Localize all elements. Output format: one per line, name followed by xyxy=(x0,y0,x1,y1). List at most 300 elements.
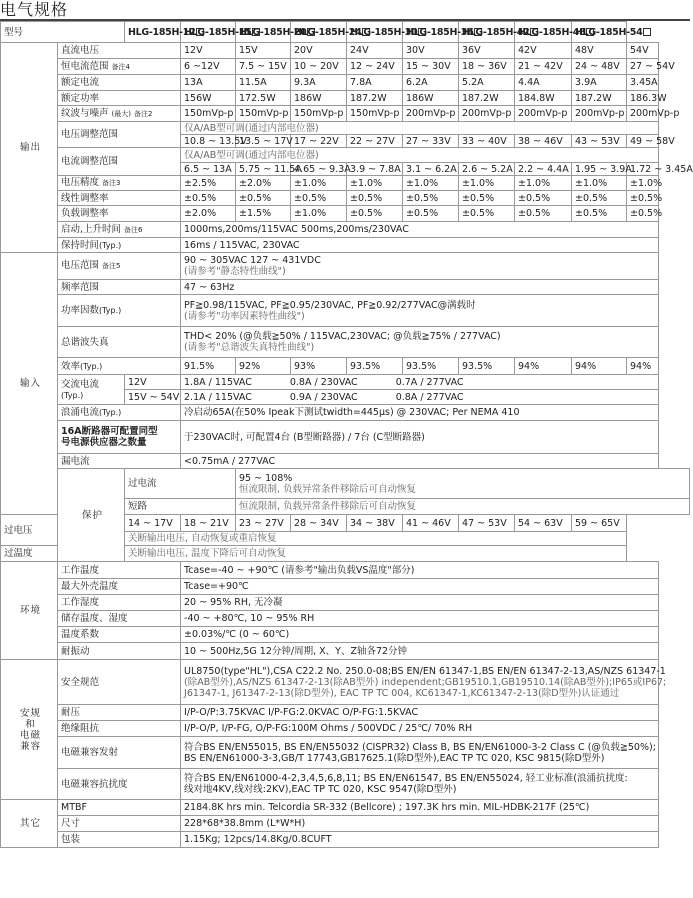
row-label: 电流调整范围 xyxy=(61,156,119,167)
model-name: HLG-185H-36 xyxy=(406,26,474,38)
value-cell xyxy=(627,106,680,122)
coeff-text: ±0.03%/℃ (0 ~ 60℃) xyxy=(184,629,290,640)
value-text: 10.8 ~ 13.5V xyxy=(184,135,247,147)
typ-marker: (Typ.) xyxy=(61,390,84,400)
value-cell xyxy=(291,135,347,148)
value-text: ±2.0% xyxy=(184,208,217,219)
row-eff xyxy=(1,358,690,375)
value-cell xyxy=(181,43,236,59)
value-cell xyxy=(291,191,347,206)
value-text: 27 ~ 54V xyxy=(630,61,675,72)
value-text: 15V xyxy=(239,45,258,56)
value-cell xyxy=(403,515,459,532)
value-text: 10 ~ 20V xyxy=(294,61,339,72)
value-cell xyxy=(403,59,459,75)
value-cell xyxy=(459,59,515,75)
value-text: 3.1 ~ 6.2A xyxy=(406,163,457,175)
value-cell xyxy=(291,91,347,106)
value-cell xyxy=(236,191,291,206)
storage-value xyxy=(181,611,658,627)
row-label-cell xyxy=(125,499,236,515)
value-cell xyxy=(181,163,236,176)
section-label: 输入 xyxy=(19,378,41,389)
value-text: 94% xyxy=(630,360,652,372)
row-label-cell xyxy=(58,627,181,643)
value-cell xyxy=(236,91,291,106)
value-cell xyxy=(459,135,515,148)
value-cell xyxy=(515,176,572,191)
value-text: 18 ~ 21V xyxy=(184,517,229,529)
section-output xyxy=(1,43,58,253)
value-cell xyxy=(572,358,627,375)
value-cell xyxy=(403,106,459,122)
spec-table xyxy=(0,21,693,848)
value-text: 54V xyxy=(630,45,649,56)
value-cell xyxy=(236,358,291,375)
model-0 xyxy=(125,22,196,43)
row-label-cell xyxy=(58,358,181,375)
row-label: 频率范围 xyxy=(61,281,100,293)
value-cell xyxy=(403,176,459,191)
row-label: 交流电流 xyxy=(61,378,100,390)
row-vrange xyxy=(1,253,690,280)
model-3 xyxy=(291,22,362,43)
value-text: ±1.0% xyxy=(294,208,327,219)
value-cell xyxy=(627,176,663,191)
value-cell xyxy=(181,59,236,75)
row-label: 过温度 xyxy=(4,548,33,559)
row-withstand xyxy=(1,705,690,721)
row-label: 负载调整率 xyxy=(61,208,109,219)
row-label-cell xyxy=(58,238,181,253)
value-cell xyxy=(515,106,572,122)
value-text: ±1.0% xyxy=(630,177,663,189)
value-text: 15 ~ 30V xyxy=(406,61,451,72)
typ-marker: (Typ.) xyxy=(99,240,122,250)
sc-text: 恒流限制, 负载异常条件移除后可自动恢复 xyxy=(239,501,417,512)
model-name: HLG-185H-48 xyxy=(518,26,586,38)
section-label: 安规 xyxy=(19,707,41,719)
value-text: ±0.5% xyxy=(406,208,439,219)
breaker-label-1: 16A断路器可配置同型 xyxy=(61,426,158,437)
section-label: 其它 xyxy=(19,818,41,829)
value-cell xyxy=(572,135,627,148)
ac-text: 0.8A / 230VAC xyxy=(289,376,358,388)
value-cell xyxy=(236,515,291,532)
value-cell xyxy=(181,191,236,206)
section-safety xyxy=(1,660,58,800)
row-label: MTBF xyxy=(61,802,87,813)
emission-value xyxy=(181,737,658,769)
checkbox-icon xyxy=(643,28,651,36)
inrush-value xyxy=(181,405,658,421)
humidity-value xyxy=(181,595,658,611)
section-input xyxy=(1,253,58,515)
row-vibration xyxy=(1,643,690,660)
ot-text: 关断输出电压, 温度下降后可自动恢复 xyxy=(128,548,287,559)
model-header-label xyxy=(1,22,125,43)
value-cell xyxy=(459,191,515,206)
model-4 xyxy=(347,22,418,43)
value-cell xyxy=(459,206,515,222)
value-cell xyxy=(627,43,658,59)
value-text: ±0.5% xyxy=(462,208,495,219)
ac-value xyxy=(181,375,658,390)
row-rated-current xyxy=(1,75,690,91)
value-text: 24 ~ 48V xyxy=(575,61,620,72)
value-cell xyxy=(459,515,515,532)
row-vadj2-a xyxy=(1,148,690,163)
note-marker: 备注3 xyxy=(102,179,121,187)
value-text: 22 ~ 27V xyxy=(350,135,395,147)
section-label: 和 xyxy=(25,718,36,730)
value-text: ±0.5% xyxy=(406,192,439,204)
value-text: 47 ~ 53V xyxy=(462,517,507,529)
value-cell xyxy=(403,163,459,176)
row-label-cell xyxy=(58,721,181,737)
row-dc-voltage xyxy=(1,43,690,59)
row-label-cell xyxy=(58,800,181,816)
row-label: 温度系数 xyxy=(61,629,100,640)
leakage-text: <0.75mA / 277VAC xyxy=(184,455,276,467)
value-cell xyxy=(236,75,291,91)
model-name: HLG-185H-12 xyxy=(128,26,196,38)
value-text: 54 ~ 63V xyxy=(518,517,563,529)
section-label: 保护 xyxy=(82,509,104,521)
value-cell xyxy=(572,59,627,75)
value-cell xyxy=(236,206,291,222)
value-cell xyxy=(515,206,572,222)
value-text: 3.9 ~ 7.8A xyxy=(350,163,401,175)
row-label-cell xyxy=(58,295,181,327)
leakage-value xyxy=(181,454,658,469)
row-label-cell xyxy=(58,280,181,295)
value-text: 49 ~ 58V xyxy=(630,135,675,147)
header-row xyxy=(1,22,690,43)
value-cell xyxy=(572,91,627,106)
value-cell xyxy=(403,75,459,91)
value-text: 93.5% xyxy=(350,360,381,372)
row-label: 额定功率 xyxy=(61,92,100,104)
emission-line1: 符合BS EN/EN55015, BS EN/EN55032 (CISPR32) Class B, BS EN/EN61000-3-2 Class C (@负载≧50%); xyxy=(184,741,656,753)
model-5 xyxy=(403,22,474,43)
value-cell xyxy=(459,358,515,375)
value-text: 187.2W xyxy=(350,92,387,104)
row-label: 纹波与噪声 xyxy=(61,107,109,119)
value-cell xyxy=(181,176,236,191)
note-marker: 备注2 xyxy=(133,109,153,118)
value-cell xyxy=(572,191,627,206)
row-emc-emission xyxy=(1,737,690,769)
work-temp-value xyxy=(181,562,658,579)
row-label: 最大外壳温度 xyxy=(61,581,119,592)
row-label: 耐压 xyxy=(61,707,81,718)
row-label-cell xyxy=(58,327,181,358)
row-label-cell xyxy=(58,816,181,832)
value-cell xyxy=(627,59,675,75)
row-label-cell xyxy=(58,43,181,59)
value-cell xyxy=(347,59,403,75)
breaker-text: 于230VAC时, 可配置4台 (B型断路器) / 7台 (C型断路器) xyxy=(184,431,425,443)
value-text: 93.5% xyxy=(462,360,493,372)
coeff-value xyxy=(181,627,658,643)
ac-text: 0.9A / 230VAC xyxy=(289,391,358,403)
value-text: 2.2 ~ 4.4A xyxy=(518,163,569,175)
value-text: 150mVp-p xyxy=(239,108,289,119)
typ-marker: (Typ.) xyxy=(80,361,103,371)
value-cell xyxy=(515,163,572,176)
vrange-line2: (请参考"静态特性曲线") xyxy=(184,266,286,277)
packing-value xyxy=(181,832,658,848)
row-label-cell xyxy=(58,148,181,176)
value-text: 94% xyxy=(575,360,597,372)
value-text: 48V xyxy=(575,45,594,56)
page-title: 电气规格 xyxy=(0,0,69,19)
dimension-value xyxy=(181,816,658,832)
value-cell xyxy=(236,163,302,176)
vrange-line1: 90 ~ 305VAC 127 ~ 431VDC xyxy=(184,255,321,266)
value-text: 12V xyxy=(184,45,203,56)
value-text: ±1.0% xyxy=(350,177,383,189)
model-name: HLG-185H-15 xyxy=(184,26,252,38)
model-1 xyxy=(181,22,252,43)
value-cell xyxy=(291,106,347,122)
value-text: 41 ~ 46V xyxy=(406,517,451,529)
value-cell xyxy=(627,206,663,222)
standards-value xyxy=(181,660,667,705)
row-label: 线性调整率 xyxy=(61,192,109,204)
value-cell xyxy=(181,91,236,106)
row-label-cell xyxy=(58,595,181,611)
value-text: ±0.5% xyxy=(294,192,327,204)
row-label-cell xyxy=(1,515,125,546)
row-inrush xyxy=(1,405,690,421)
value-cell xyxy=(291,75,347,91)
value-text: ±0.5% xyxy=(518,208,551,219)
value-text: 200mVp-p xyxy=(518,108,568,119)
section-label: 输出 xyxy=(19,142,41,153)
row-packing xyxy=(1,832,690,848)
row-mtbf xyxy=(1,800,690,816)
oc-line2: 恒流限制, 负载异常条件移除后可自动恢复 xyxy=(239,483,417,495)
value-cell xyxy=(403,206,459,222)
row-vadj1-a xyxy=(1,122,690,135)
ac-text: 2.1A / 115VAC xyxy=(184,391,252,403)
row-label-cell xyxy=(58,405,181,421)
value-text: ±0.5% xyxy=(350,192,383,204)
row-label-cell xyxy=(58,106,181,122)
model-name: HLG-185H-42 xyxy=(462,26,530,38)
row-label-cell xyxy=(58,91,181,106)
row-label-cell xyxy=(58,832,181,848)
value-text: 7.8A xyxy=(350,77,372,88)
freq-text: 47 ~ 63Hz xyxy=(184,281,235,293)
row-label: 耐振动 xyxy=(61,645,90,657)
row-coeff xyxy=(1,627,690,643)
row-label-cell xyxy=(58,59,181,75)
breaker-label xyxy=(58,421,181,454)
value-cell xyxy=(347,206,403,222)
section-label: 环境 xyxy=(19,605,41,616)
model-name: HLG-185H-54 xyxy=(575,26,643,38)
value-cell xyxy=(181,106,236,122)
row-accuracy xyxy=(1,176,690,191)
row-label: 尺寸 xyxy=(61,818,81,829)
thd-line1: THD< 20% (@负载≧50% / 115VAC,230VAC; @负载≧75% / 277VAC) xyxy=(184,331,501,342)
row-humidity xyxy=(1,595,690,611)
row-label-cell xyxy=(58,454,181,469)
setup-text: 1000ms,200ms/115VAC 500ms,200ms/230VAC xyxy=(184,224,409,235)
value-text: 3.9A xyxy=(575,77,597,88)
value-cell xyxy=(181,515,236,532)
value-text: ±0.5% xyxy=(518,192,551,204)
model-name: HLG-185H-24 xyxy=(294,26,362,38)
model-name: HLG-185H-30 xyxy=(350,26,418,38)
value-cell xyxy=(236,135,291,148)
value-text: 187.2W xyxy=(462,92,499,104)
row-label-cell xyxy=(58,191,181,206)
value-cell xyxy=(347,91,403,106)
value-text: 42V xyxy=(518,45,537,56)
adj-note xyxy=(181,122,658,135)
immunity-line1: 符合BS EN/EN61000-4-2,3,4,5,6,8,11; BS EN/EN61547, BS EN/EN55024, 轻工业标准(浪涌抗扰度: xyxy=(184,773,628,784)
vibration-text: 10 ~ 500Hz,5G 12分钟/周期, X、Y、Z轴各72分钟 xyxy=(184,645,408,657)
row-label: 电压调整范围 xyxy=(61,129,119,140)
value-text: 186.3W xyxy=(630,92,667,104)
row-label-cell xyxy=(58,737,181,769)
value-cell xyxy=(347,75,403,91)
value-cell xyxy=(572,106,627,122)
pf-line1: PF≧0.98/115VAC, PF≧0.95/230VAC, PF≧0.92/277VAC@满载时 xyxy=(184,299,476,311)
value-cell xyxy=(515,43,572,59)
value-cell xyxy=(347,163,403,176)
value-text: 20V xyxy=(294,45,313,56)
max-case-text: Tcase=+90℃ xyxy=(184,581,249,592)
row-label-cell xyxy=(58,176,181,191)
value-text: 13A xyxy=(184,77,203,88)
packing-text: 1.15Kg; 12pcs/14.8Kg/0.8CUFT xyxy=(184,834,332,845)
ac-text: 0.8A / 277VAC xyxy=(395,391,464,403)
value-cell xyxy=(572,206,627,222)
value-cell xyxy=(181,135,247,148)
row-label: 绝缘阻抗 xyxy=(61,723,100,734)
value-cell xyxy=(627,75,658,91)
vrange-value xyxy=(181,253,658,280)
row-label: 效率 xyxy=(61,360,81,372)
row-leakage xyxy=(1,454,690,469)
value-text: ±0.5% xyxy=(184,192,217,204)
value-cell xyxy=(291,163,351,176)
value-text: ±0.5% xyxy=(239,192,272,204)
value-text: 91.5% xyxy=(184,360,215,372)
note-marker: 备注4 xyxy=(111,62,130,71)
value-cell xyxy=(627,163,693,176)
row-label-suffix: (最大) xyxy=(111,109,131,118)
section-others xyxy=(1,800,58,848)
value-cell xyxy=(403,91,459,106)
value-cell xyxy=(459,91,515,106)
ac-voltage xyxy=(125,375,181,390)
row-label-cell xyxy=(125,469,236,499)
model-2 xyxy=(236,22,307,43)
ac-text: 1.8A / 115VAC xyxy=(184,376,252,388)
value-cell xyxy=(515,75,572,91)
dimension-text: 228*68*38.8mm (L*W*H) xyxy=(184,818,306,829)
value-text: 30V xyxy=(406,45,425,56)
row-hold xyxy=(1,238,690,253)
section-label: 兼容 xyxy=(19,740,41,752)
row-label: 储存温度、湿度 xyxy=(61,613,128,624)
value-text: 150mVp-p xyxy=(184,108,234,119)
value-cell xyxy=(459,43,515,59)
value-text: 43 ~ 53V xyxy=(575,135,620,147)
value-cell xyxy=(236,176,291,191)
value-text: 34 ~ 38V xyxy=(350,517,395,529)
freq-value xyxy=(181,280,658,295)
value-text: 172.5W xyxy=(239,92,276,104)
value-cell xyxy=(236,59,291,75)
row-label-cell xyxy=(58,643,181,660)
value-text: 11.5A xyxy=(239,77,267,88)
isolation-text: I/P-O/P, I/P-FG, O/P-FG:100M Ohms / 500VDC / 25℃/ 70% RH xyxy=(184,723,473,734)
value-cell xyxy=(347,176,403,191)
value-text: ±1.0% xyxy=(294,177,327,189)
storage-text: -40 ~ +80℃, 10 ~ 95% RH xyxy=(184,613,315,624)
row-label-cell xyxy=(58,705,181,721)
value-cell xyxy=(572,75,627,91)
row-freq xyxy=(1,280,690,295)
value-text: 24V xyxy=(350,45,369,56)
value-cell xyxy=(403,191,459,206)
value-text: 18 ~ 36V xyxy=(462,61,507,72)
ac-voltage-text: 15V ~ 54V xyxy=(128,391,180,403)
row-label: 保持时间 xyxy=(61,239,100,251)
value-cell xyxy=(459,176,515,191)
value-cell xyxy=(515,515,572,532)
model-7 xyxy=(515,22,586,43)
adj-note-text: 仅A/AB型可调(通过内部电位器) xyxy=(184,149,319,161)
row-label: 电压范围 xyxy=(61,260,100,271)
value-text: 93% xyxy=(294,360,316,372)
ov-text: 关断输出电压, 自动恢复或重启恢复 xyxy=(128,533,277,544)
model-name: HLG-185H-20 xyxy=(239,26,307,38)
oc-line1: 95 ~ 108% xyxy=(239,472,293,484)
row-label: 恒电流范围 xyxy=(61,60,109,72)
value-text: 2.6 ~ 5.2A xyxy=(462,163,513,175)
value-cell xyxy=(403,358,459,375)
humidity-text: 20 ~ 95% RH, 无冷凝 xyxy=(184,597,283,608)
withstand-text: I/P-O/P:3.75KVAC I/P-FG:2.0KVAC O/P-FG:1.5KVAC xyxy=(184,707,419,718)
max-case-value xyxy=(181,579,658,595)
value-text: 12 ~ 24V xyxy=(350,61,395,72)
value-text: ±1.5% xyxy=(239,208,272,219)
adj-note-text: 仅A/AB型可调(通过内部电位器) xyxy=(184,122,319,134)
value-text: 1.72 ~ 3.45A xyxy=(630,163,693,175)
value-cell xyxy=(125,515,181,532)
value-text: 6 ~12V xyxy=(184,61,220,72)
row-label: 过电压 xyxy=(4,524,33,536)
value-text: 5.2A xyxy=(462,77,484,88)
oc-value xyxy=(236,469,690,499)
row-label: 安全规范 xyxy=(61,676,100,688)
value-cell xyxy=(181,206,236,222)
model-8 xyxy=(572,22,643,43)
row-label: 漏电流 xyxy=(61,455,90,467)
ac-value xyxy=(181,390,658,405)
hold-text: 16ms / 115VAC, 230VAC xyxy=(184,239,300,251)
row-label: 功率因数 xyxy=(61,305,100,316)
row-label: 包装 xyxy=(61,834,81,845)
